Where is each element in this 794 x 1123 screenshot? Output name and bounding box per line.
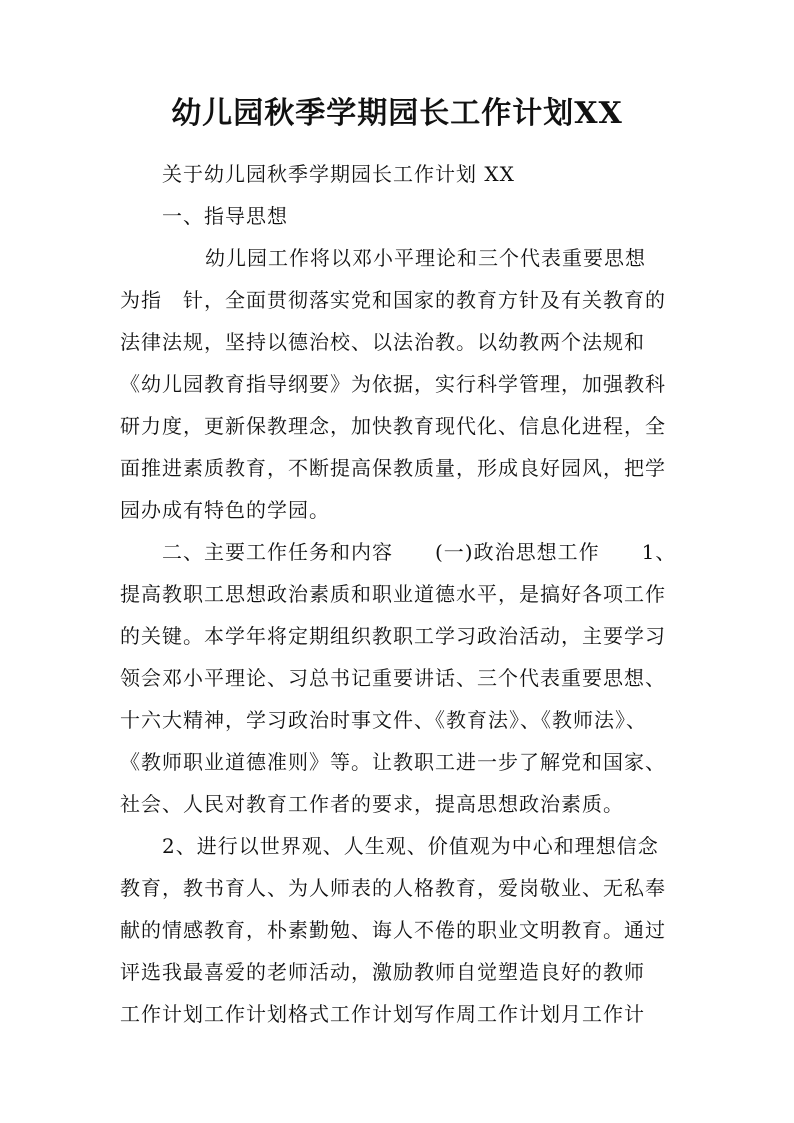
paragraph-line: 《教师职业道德准则》等。让教职工进一步了解党和国家、 [120, 750, 666, 774]
paragraph-line: 评选我最喜爱的老师活动，激励教师自觉塑造良好的教师 [120, 960, 645, 984]
paragraph-line: 社会、人民对教育工作者的要求，提高思想政治素质。 [120, 792, 624, 816]
paragraph-line: 2、进行以世界观、人生观、价值观为中心和理想信念 [162, 834, 659, 858]
paragraph-line: 领会邓小平理论、习总书记重要讲话、三个代表重要思想、 [120, 666, 666, 690]
paragraph-line: 研力度，更新保教理念，加快教育现代化、信息化进程，全 [120, 414, 666, 438]
paragraph-line: 幼儿园工作将以邓小平理论和三个代表重要思想 [205, 246, 646, 270]
paragraph-line: 为指 针，全面贯彻落实党和国家的教育方针及有关教育的 [120, 288, 666, 312]
paragraph-line: 面推进素质教育，不断提高保教质量，形成良好园风，把学 [120, 456, 666, 480]
section-heading-main-tasks: 二、主要工作任务和内容 (一)政治思想工作 1、 [162, 540, 677, 564]
paragraph-line: 十六大精神，学习政治时事文件、《教育法》、《教师法》、 [120, 708, 647, 732]
paragraph-line: 献的情感教育，朴素勤勉、诲人不倦的职业文明教育。通过 [120, 918, 666, 942]
paragraph-line: 教育，教书育人、为人师表的人格教育，爱岗敬业、无私奉 [120, 876, 666, 900]
paragraph-line: 工作计划工作计划格式工作计划写作周工作计划月工作计 [120, 1002, 645, 1026]
paragraph-line: 提高教职工思想政治素质和职业道德水平，是搞好各项工作 [120, 582, 666, 606]
paragraph-line: 的关键。本学年将定期组织教职工学习政治活动，主要学习 [120, 624, 666, 648]
paragraph-line: 《幼儿园教育指导纲要》为依据，实行科学管理，加强教科 [120, 372, 666, 396]
section-heading-guiding-ideology: 一、指导思想 [162, 204, 288, 228]
paragraph-line: 园办成有特色的学园。 [120, 498, 330, 522]
paragraph-line: 法律法规，坚持以德治校、以法治教。以幼教两个法规和 [120, 330, 645, 354]
document-title: 幼儿园秋季学期园长工作计划XX [171, 96, 623, 131]
subtitle-line: 关于幼儿园秋季学期园长工作计划 XX [162, 162, 515, 186]
